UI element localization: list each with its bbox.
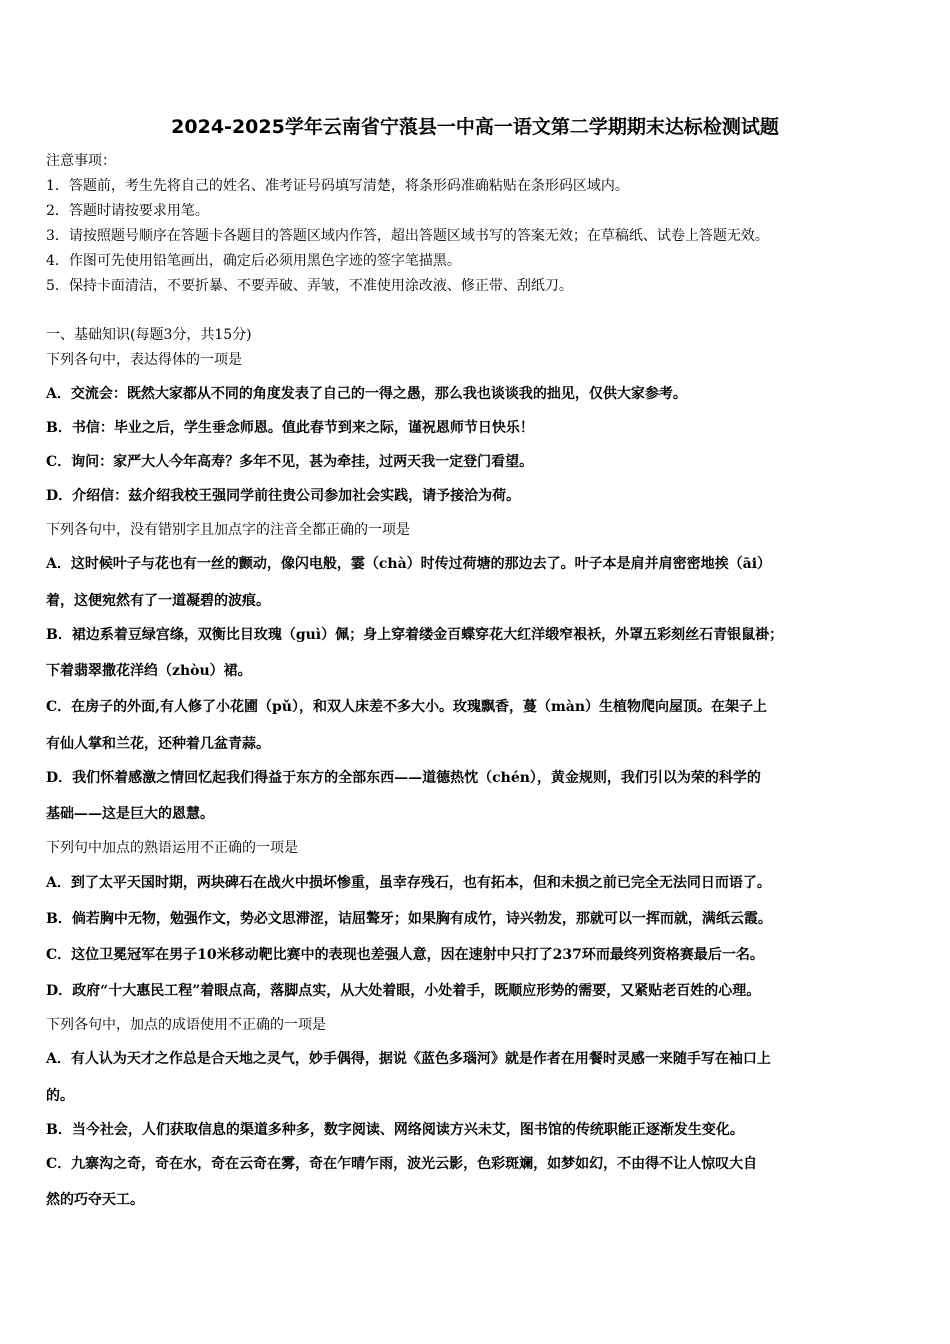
option-c: C．这位卫冕冠军在男子10米移动靶比赛中的表现也差强人意，因在速射中只打了237环而最终列资格赛最后一名。 [46,947,764,963]
question-stem-1: 下列各句中，表达得体的一项是 [46,352,242,368]
option-d: D．介绍信：兹介绍我校王强同学前往贵公司参加社会实践，请予接洽为荷。 [46,488,521,504]
option-a: A．交流会：既然大家都从不同的角度发表了自己的一得之愚，那么我也谈谈我的拙见，仅供大家参考。 [46,386,687,402]
option-b: B．裙边系着豆绿宫绦，双衡比目玫瑰（guì）佩；身上穿着缕金百蝶穿花大红洋缎窄裉袄，外罩五彩刻丝石青银鼠褂； [46,627,784,643]
question-stem-3: 下列句中加点的熟语运用不正确的一项是 [46,840,298,856]
option-b: B．倘若胸中无物，勉强作文，势必文思滞涩，诘屈聱牙；如果胸有成竹，诗兴勃发，那就可以一挥而就，满纸云霞。 [46,911,772,927]
option-c: C．九寨沟之奇，奇在水，奇在云奇在雾，奇在乍晴乍雨，波光云影，色彩斑斓，如梦如幻，不由得不让人惊叹大自 [46,1156,758,1172]
page-title: 2024-2025学年云南省宁蒗县一中高一语文第二学期期末达标检测试题 [171,116,779,138]
notice-heading: 注意事项： [46,153,116,169]
option-c-continued: 有仙人掌和兰花，还种着几盆青蒜。 [46,736,270,752]
option-c: C．询问：家严大人今年高寿？多年不见，甚为牵挂，过两天我一定登门看望。 [46,454,534,470]
option-c-continued: 然的巧夺天工。 [46,1192,144,1208]
option-a-continued: 着，这便宛然有了一道凝碧的波痕。 [46,593,270,609]
section-heading: 一、基础知识(每题3分，共15分) [46,327,252,343]
option-d-continued: 基础——这是巨大的恩慧。 [46,806,214,822]
option-c: C．在房子的外面,有人修了小花圃（pǔ），和双人床差不多大小。玫瑰飘香，蔓（màn）生植物爬向屋顶。在架子上 [46,699,768,715]
notice-item: 2．答题时请按要求用笔。 [46,203,209,219]
option-b: B．当今社会，人们获取信息的渠道多种多，数字阅读、网络阅读方兴未艾，图书馆的传统职能正逐渐发生变化。 [46,1122,744,1138]
question-stem-4: 下列各句中，加点的成语使用不正确的一项是 [46,1017,326,1033]
option-b-continued: 下着翡翠撒花洋绉（zhòu）裙。 [46,663,252,679]
option-b: B．书信：毕业之后，学生垂念师恩。值此春节到来之际，谨祝恩师节日快乐！ [46,420,534,436]
option-d: D．我们怀着感激之情回忆起我们得益于东方的全部东西——道德热忱（chén），黄金规则，我们引以为荣的科学的 [46,770,761,786]
option-a: A．有人认为天才之作总是合天地之灵气，妙手偶得，据说《蓝色多瑙河》就是作者在用餐时灵感一来随手写在袖口上 [46,1051,771,1067]
notice-item: 4．作图可先使用铅笔画出，确定后必须用黑色字迹的签字笔描黑。 [46,253,461,269]
option-a: A．到了太平天国时期，两块碑石在战火中损坏惨重，虽幸存残石，也有拓本，但和未损之前已完全无法同日而语了。 [46,875,771,891]
notice-item: 1．答题前，考生先将自己的姓名、准考证号码填写清楚，将条形码准确粘贴在条形码区域内。 [46,178,629,194]
option-d: D．政府“十大惠民工程”着眼点高，落脚点实，从大处着眼，小处着手，既顺应形势的需要，又紧贴老百姓的心理。 [46,983,761,999]
notice-item: 5．保持卡面清洁，不要折暴、不要弄破、弄皱，不准使用涂改液、修正带、刮纸刀。 [46,278,573,294]
option-a-continued: 的。 [46,1088,74,1104]
notice-item: 3．请按照题号顺序在答题卡各题目的答题区域内作答，超出答题区域书写的答案无效；在草稿纸、试卷上答题无效。 [46,228,769,244]
option-a: A．这时候叶子与花也有一丝的颤动，像闪电般，霎（chà）时传过荷塘的那边去了。叶子本是肩并肩密密地挨（āi） [46,556,772,572]
question-stem-2: 下列各句中，没有错别字且加点字的注音全都正确的一项是 [46,522,410,538]
